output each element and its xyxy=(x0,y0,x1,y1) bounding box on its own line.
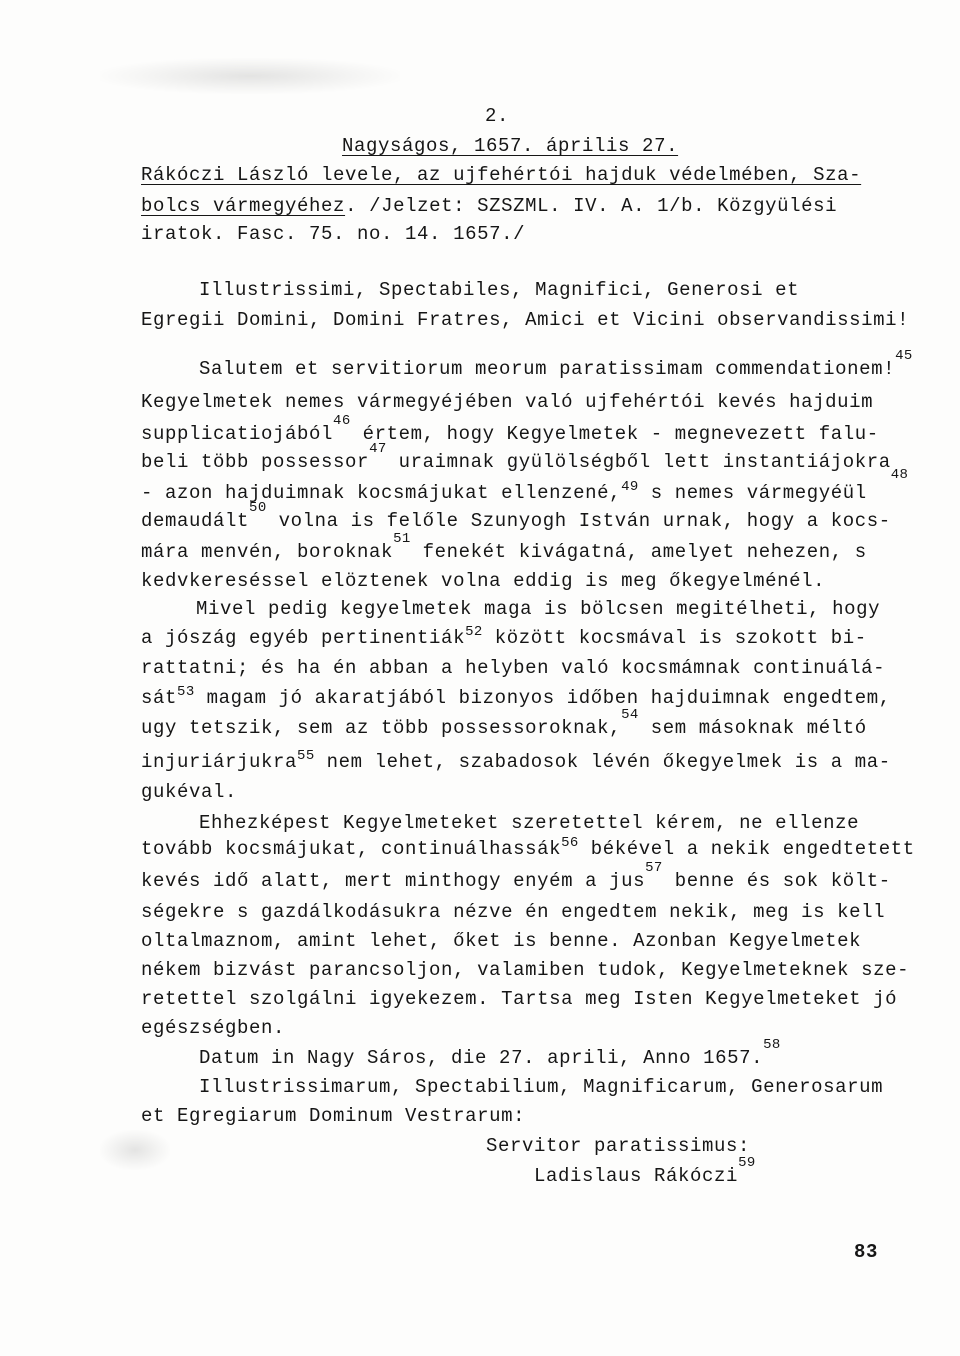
footnote-ref: 50 xyxy=(249,500,267,516)
body-text: - azon hajduimnak kocsmájukat ellenzené, xyxy=(141,482,622,504)
body-text: sát xyxy=(141,687,178,709)
footnote-ref: 53 xyxy=(177,684,195,700)
body-text: oltalmaznom, amint lehet, őket is benne. Azonban Kegyelmetek xyxy=(141,930,862,952)
body-text: kevés idő alatt, mert minthogy enyém a jus xyxy=(141,870,646,892)
address-text: Illustrissimi, Spectabiles, Magnifici, Generosi et xyxy=(199,279,800,301)
body-text: sem másoknak méltó xyxy=(638,717,867,739)
page-number-text: 83 xyxy=(854,1241,879,1263)
body-text: injuriárjukra xyxy=(141,751,298,773)
body-text: demaudált xyxy=(141,510,250,532)
body-text: rattatni; és ha én abban a helyben való kocsmámnak continuálá- xyxy=(141,657,886,679)
closing-dateline-text: Datum in Nagy Sáros, die 27. aprili, Anno 1657. xyxy=(199,1047,764,1069)
footnote-ref: 49 xyxy=(621,479,639,495)
body-text: nem lehet, szabadosok lévén őkegyelmek is a ma- xyxy=(314,751,891,773)
body-text: a jószág egyéb pertinentiák xyxy=(141,627,466,649)
body-text: Mivel pedig kegyelmetek maga is bölcsen megitélheti, hogy xyxy=(196,598,881,620)
body-text: retettel szolgálni igyekezem. Tartsa meg Isten Kegyelmeteket jó xyxy=(141,988,898,1010)
footnote-ref: 56 xyxy=(561,835,579,851)
footnote-ref: 47 xyxy=(369,441,387,457)
salutation-text: Salutem et servitiorum meorum paratissimam commendationem! xyxy=(199,358,896,380)
footnote-ref: 59 xyxy=(738,1155,756,1171)
body-text: mára menvén, boroknak xyxy=(141,541,394,563)
body-text: értem, hogy Kegyelmetek - megnevezett falu- xyxy=(350,423,879,445)
document-number-text: 2. xyxy=(485,105,510,127)
footnote-ref: 54 xyxy=(621,707,639,723)
body-text: egészségben. xyxy=(141,1017,286,1039)
body-text: gukéval. xyxy=(141,781,238,803)
body-text: volna is felőle Szunyogh István urnak, hogy a kocs- xyxy=(266,510,891,532)
letter-title-text: Rákóczi László levele, az ujfehértói hajduk védelmében, Sza- xyxy=(141,164,862,186)
body-text: között kocsmával is szokott bi- xyxy=(482,627,867,649)
body-text: uraimnak gyülölségből lett instantiájokra xyxy=(386,451,891,473)
page-number xyxy=(830,1216,878,1264)
closing-address-text: et Egregiarum Dominum Vestrarum: xyxy=(141,1105,526,1127)
address-line xyxy=(117,284,909,332)
body-text: Ehhezképest Kegyelmeteket szeretettel kérem, ne ellenze xyxy=(199,812,860,834)
archive-reference-line xyxy=(117,198,525,246)
body-text: beli több possessor xyxy=(141,451,370,473)
body-text: nékem bizvást parancsoljon, valamiben tudok, Kegyelmeteknek sze- xyxy=(141,959,910,981)
footnote-ref: 55 xyxy=(297,748,315,764)
scan-smudge xyxy=(100,1130,170,1170)
signature-name: Ladislaus Rákóczi xyxy=(534,1165,739,1187)
body-text: Kegyelmetek nemes vármegyéjében való ujfehértói kevés hajduim xyxy=(141,391,874,413)
archive-reference: iratok. Fasc. 75. no. 14. 1657./ xyxy=(141,223,526,245)
scan-smudge xyxy=(100,58,400,94)
servitor-text: Servitor paratissimus: xyxy=(486,1135,751,1157)
body-text: békével a nekik engedtetett xyxy=(578,838,915,860)
letter-date-text: Nagyságos, 1657. április 27. xyxy=(342,135,679,157)
footnote-ref: 58 xyxy=(763,1037,781,1053)
footnote-ref: 45 xyxy=(895,348,913,364)
footnote-ref: 52 xyxy=(465,624,483,640)
footnote-ref: 48 xyxy=(890,467,909,483)
body-text: kedvkereséssel elöztenek volna eddig is meg őkegyelménél. xyxy=(141,570,826,592)
body-text: ségekre s gazdálkodásukra nézve én engedtem nekik, meg is kell xyxy=(141,901,886,923)
body-text: benne és sok költ- xyxy=(662,870,891,892)
body-text: supplicatiojából xyxy=(141,423,334,445)
address-text: Egregii Domini, Domini Fratres, Amici et Vicini observandissimi! xyxy=(141,309,910,331)
archive-reference: . /Jelzet: SZSZML. IV. A. 1/b. Közgyülési xyxy=(345,195,838,217)
closing-address-text: Illustrissimarum, Spectabilium, Magnificarum, Generosarum xyxy=(199,1076,884,1098)
footnote-ref: 57 xyxy=(645,860,663,876)
footnote-ref: 46 xyxy=(333,413,351,429)
signature-line xyxy=(510,1140,756,1190)
body-text: magam jó akaratjából bizonyos időben hajduimnak engedtem, xyxy=(194,687,891,709)
body-text: ugy tetszik, sem az több possessoroknak, xyxy=(141,717,622,739)
footnote-ref: 51 xyxy=(393,531,411,547)
body-text: tovább kocsmájukat, continuálhassák xyxy=(141,838,562,860)
body-text: s nemes vármegyéül xyxy=(638,482,867,504)
letter-title-text: bolcs vármegyéhez xyxy=(141,195,346,217)
body-text: fenekét kivágatná, amelyet nehezen, s xyxy=(410,541,867,563)
